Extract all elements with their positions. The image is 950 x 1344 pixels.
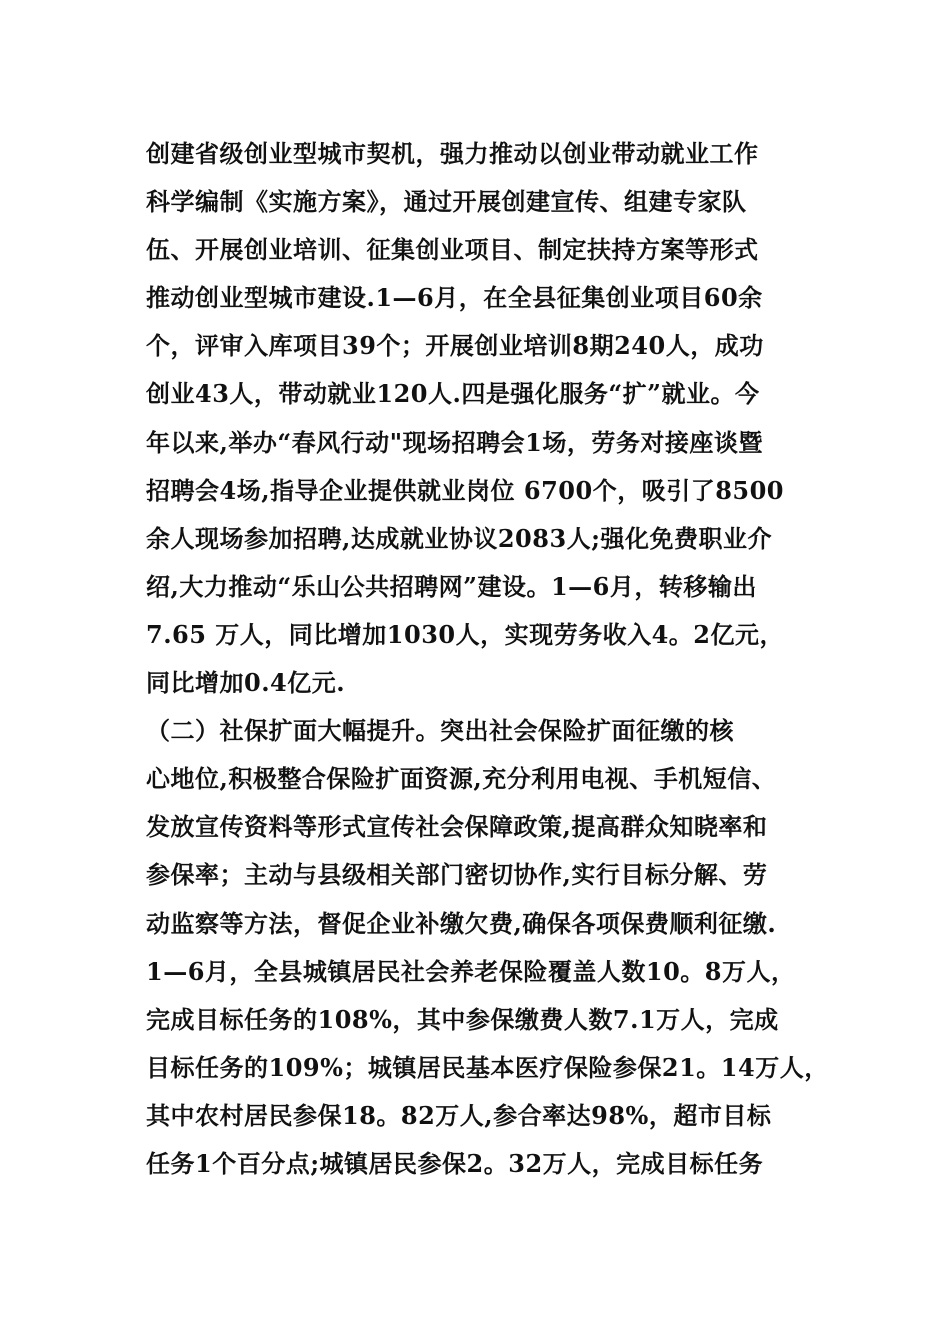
- text-line: 伍、开展创业培训、征集创业项目、制定扶持方案等形式: [146, 235, 759, 265]
- text-line: 完成目标任务的108%，其中参保缴费人数7.1万人，完成: [146, 1004, 779, 1034]
- text-line: 招聘会4场,指导企业提供就业岗位 6700个，吸引了8500: [146, 475, 785, 505]
- text-line: 目标任务的109%；城镇居民基本医疗保险参保21。14万人，: [146, 1052, 829, 1082]
- text-line: 同比增加0.4亿元.: [146, 668, 346, 698]
- text-line: 年以来,举办“春风行动"现场招聘会1场，劳务对接座谈暨: [146, 427, 763, 457]
- text-line: 心地位,积极整合保险扩面资源,充分利用电视、手机短信、: [146, 764, 777, 794]
- text-line: 参保率；主动与县级相关部门密切协作,实行目标分解、劳: [146, 860, 768, 890]
- text-line: 科学编制《实施方案》，通过开展创建宣传、组建专家队: [146, 187, 747, 217]
- text-line: 创建省级创业型城市契机，强力推动以创业带动就业工作: [146, 139, 759, 168]
- text-line: 发放宣传资料等形式宣传社会保障政策,提高群众知晓率和: [146, 812, 768, 842]
- section-heading-line: （二）社保扩面大幅提升。突出社会保险扩面征缴的核: [146, 716, 734, 746]
- text-line: 推动创业型城市建设.1—6月，在全县征集创业项目60余: [146, 283, 763, 313]
- text-line: 7.65 万人，同比增加1030人，实现劳务收入4。2亿元，: [146, 619, 785, 649]
- text-line: 动监察等方法，督促企业补缴欠费,确保各项保费顺利征缴.: [146, 908, 777, 938]
- text-line: 余人现场参加招聘,达成就业协议2083人;强化免费职业介: [146, 523, 773, 553]
- text-line: 绍,大力推动“乐山公共招聘网”建设。1—6月，转移输出: [146, 571, 757, 601]
- text-line: 1—6月，全县城镇居民社会养老保险覆盖人数10。8万人，: [146, 956, 796, 986]
- body-text: [146, 130, 836, 1188]
- text-line: 创业43人，带动就业120人.四是强化服务“扩”就业。今: [146, 379, 760, 409]
- text-line: 任务1个百分点;城镇居民参保2。32万人，完成目标任务: [146, 1148, 764, 1178]
- text-line: 个，评审入库项目39个；开展创业培训8期240人，成功: [146, 331, 764, 361]
- text-line: 其中农村居民参保18。82万人,参合率达98%，超市目标: [146, 1100, 772, 1130]
